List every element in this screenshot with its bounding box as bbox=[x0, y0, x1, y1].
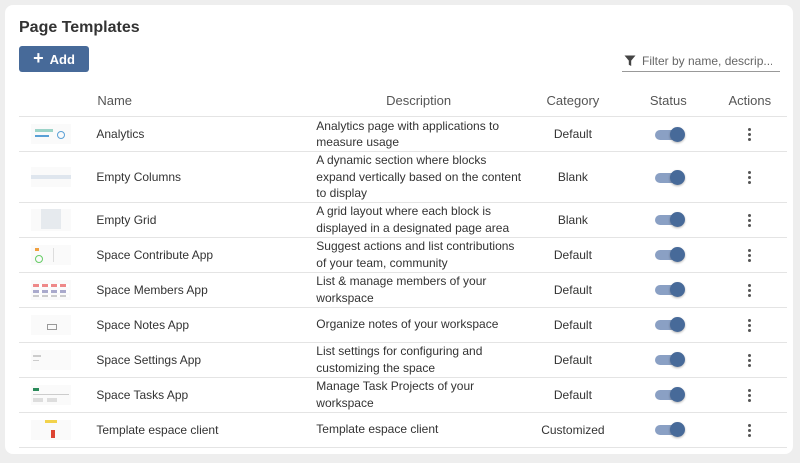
page-title: Page Templates bbox=[19, 19, 140, 36]
template-thumbnail bbox=[31, 315, 71, 335]
template-name[interactable]: Space Notes App bbox=[96, 307, 316, 342]
template-name[interactable]: Space Contribute App bbox=[96, 237, 316, 272]
more-actions-icon[interactable] bbox=[748, 214, 751, 227]
toggle-knob bbox=[670, 170, 685, 185]
add-button-label: Add bbox=[49, 51, 75, 67]
template-name[interactable]: Empty Grid bbox=[96, 202, 316, 237]
status-toggle[interactable] bbox=[655, 215, 681, 225]
status-toggle[interactable] bbox=[655, 250, 681, 260]
template-description: Analytics page with applications to measure usage bbox=[316, 117, 522, 152]
plus-icon: + bbox=[33, 48, 44, 68]
filter-input[interactable] bbox=[642, 54, 772, 68]
status-toggle[interactable] bbox=[655, 320, 681, 330]
templates-table bbox=[19, 84, 787, 448]
template-description: Manage Task Projects of your workspace bbox=[316, 377, 522, 412]
more-actions-icon[interactable] bbox=[748, 128, 751, 141]
more-actions-icon[interactable] bbox=[748, 284, 751, 297]
table-row[interactable] bbox=[19, 342, 787, 377]
table-row[interactable] bbox=[19, 117, 787, 152]
more-actions-icon[interactable] bbox=[748, 171, 751, 184]
header-category[interactable]: Category bbox=[522, 84, 624, 117]
template-name[interactable]: Space Members App bbox=[96, 272, 316, 307]
status-toggle[interactable] bbox=[655, 425, 681, 435]
toggle-knob bbox=[670, 282, 685, 297]
template-thumbnail bbox=[31, 280, 71, 300]
toggle-knob bbox=[670, 317, 685, 332]
header-thumbnail bbox=[19, 84, 96, 117]
more-actions-icon[interactable] bbox=[748, 354, 751, 367]
header-name[interactable]: Name bbox=[96, 84, 316, 117]
status-toggle[interactable] bbox=[655, 355, 681, 365]
template-thumbnail bbox=[31, 385, 71, 405]
template-description: Template espace client bbox=[316, 412, 522, 447]
template-thumbnail bbox=[31, 209, 71, 231]
template-name[interactable]: Space Settings App bbox=[96, 342, 316, 377]
toggle-knob bbox=[670, 247, 685, 262]
table-row[interactable] bbox=[19, 202, 787, 237]
toggle-knob bbox=[670, 387, 685, 402]
toggle-knob bbox=[670, 127, 685, 142]
add-button[interactable] bbox=[19, 46, 89, 72]
header-actions: Actions bbox=[713, 84, 787, 117]
status-toggle[interactable] bbox=[655, 173, 681, 183]
template-description: A dynamic section where blocks expand vertically based on the content to display bbox=[316, 153, 522, 200]
template-thumbnail bbox=[31, 124, 71, 144]
more-actions-icon[interactable] bbox=[748, 389, 751, 402]
template-name[interactable]: Template espace client bbox=[96, 412, 316, 447]
more-actions-icon[interactable] bbox=[748, 249, 751, 262]
filter-field[interactable] bbox=[622, 51, 780, 72]
toggle-knob bbox=[670, 212, 685, 227]
template-description: Suggest actions and list contributions of your team, community bbox=[316, 237, 522, 272]
template-description: List settings for configuring and customizing the space bbox=[316, 342, 522, 377]
template-category: Default bbox=[522, 377, 624, 412]
template-thumbnail bbox=[31, 245, 71, 265]
template-description: A grid layout where each block is displayed in a designated page area bbox=[316, 202, 522, 237]
more-actions-icon[interactable] bbox=[748, 424, 751, 437]
template-thumbnail bbox=[31, 350, 71, 370]
template-name[interactable]: Empty Columns bbox=[96, 152, 316, 203]
template-category: Blank bbox=[522, 152, 624, 203]
header-status[interactable]: Status bbox=[624, 84, 713, 117]
template-thumbnail bbox=[31, 420, 71, 440]
toggle-knob bbox=[670, 352, 685, 367]
template-category: Default bbox=[522, 117, 624, 152]
template-category: Default bbox=[522, 237, 624, 272]
template-thumbnail bbox=[31, 167, 71, 187]
table-row[interactable] bbox=[19, 307, 787, 342]
template-category: Default bbox=[522, 342, 624, 377]
template-category: Default bbox=[522, 272, 624, 307]
more-actions-icon[interactable] bbox=[748, 319, 751, 332]
table-row[interactable] bbox=[19, 412, 787, 447]
filter-icon bbox=[624, 55, 636, 67]
table-row[interactable] bbox=[19, 152, 787, 203]
status-toggle[interactable] bbox=[655, 130, 681, 140]
table-row[interactable] bbox=[19, 377, 787, 412]
template-category: Blank bbox=[522, 202, 624, 237]
template-description: Organize notes of your workspace bbox=[316, 307, 522, 342]
table-row[interactable] bbox=[19, 272, 787, 307]
template-name[interactable]: Analytics bbox=[96, 117, 316, 152]
template-category: Default bbox=[522, 307, 624, 342]
table-header-row bbox=[19, 84, 787, 117]
table-row[interactable] bbox=[19, 237, 787, 272]
toggle-knob bbox=[670, 422, 685, 437]
template-category: Customized bbox=[522, 412, 624, 447]
page-templates-card bbox=[5, 5, 793, 454]
status-toggle[interactable] bbox=[655, 390, 681, 400]
template-description: List & manage members of your workspace bbox=[316, 272, 522, 307]
template-name[interactable]: Space Tasks App bbox=[96, 377, 316, 412]
status-toggle[interactable] bbox=[655, 285, 681, 295]
header-description[interactable]: Description bbox=[316, 84, 522, 117]
